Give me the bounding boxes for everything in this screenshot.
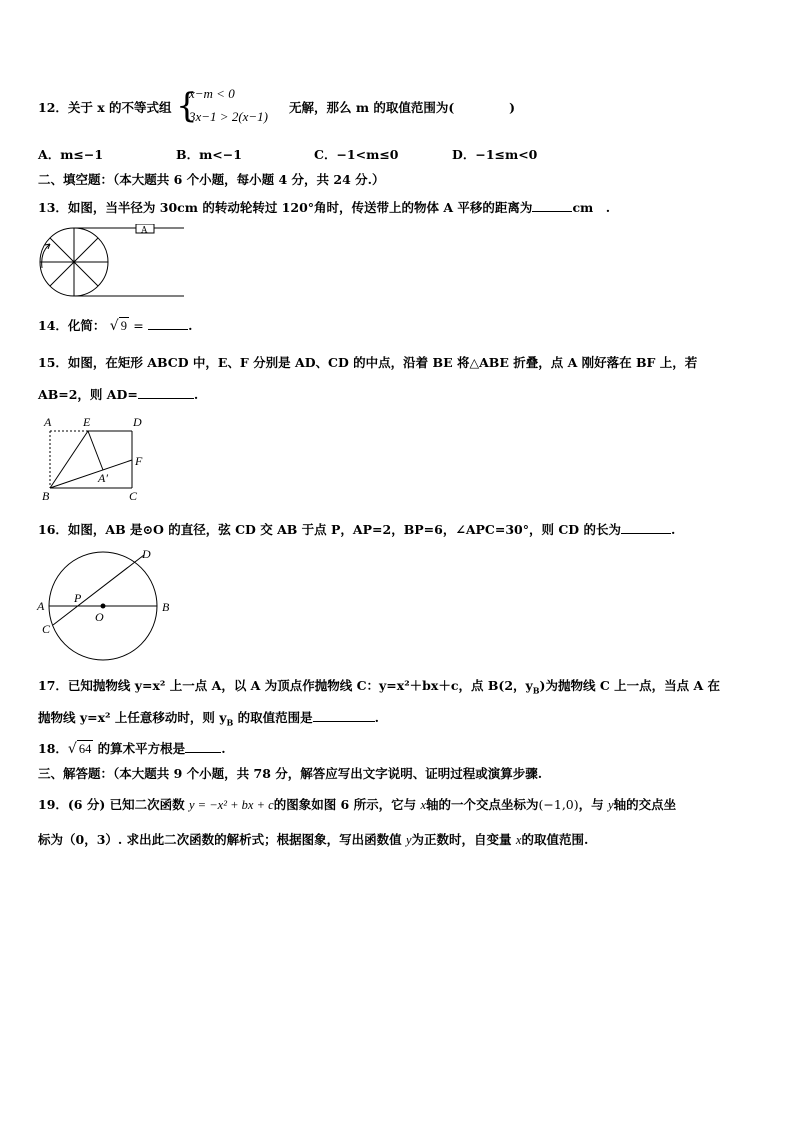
q12-stem-a: 12．关于 x 的不等式组: [38, 100, 172, 115]
q17-line-2c: .: [374, 710, 379, 725]
q14-stem: 14．化简：: [38, 318, 106, 333]
q17-line-2a: 抛物线 y=x² 上任意移动时，则 y: [38, 710, 227, 725]
q17-line-2b: 的取值范围是: [233, 710, 313, 725]
q18-stem: 的算术平方根是: [93, 741, 186, 756]
segment-ea-prime: [88, 431, 103, 470]
q17-sub-b2: B: [226, 717, 234, 728]
q17-answer-blank[interactable]: [313, 709, 375, 722]
q14-end: .: [188, 318, 193, 333]
q13-line: [38, 199, 610, 216]
label-a: A: [37, 599, 45, 613]
q13-figure: [36, 224, 186, 300]
q17-line-1: [38, 678, 720, 699]
sqrt-icon: √: [109, 318, 119, 334]
q16-stem-b: .: [670, 522, 676, 537]
q18-end: .: [221, 741, 226, 756]
q12-stem-b: 无解，那么 m 的取值范围为(: [289, 100, 455, 115]
q15-line-2a: AB=2，则 AD=: [38, 387, 138, 402]
q13-stem-a: 13．如图，当半径为 30cm 的转动轮转过 120°角时，传送带上的物体 A 平移的距离为: [38, 200, 533, 215]
q19-x2: x: [515, 833, 522, 847]
q19-function: y = −x² + bx + c: [189, 798, 274, 812]
q18-radicand: 64: [78, 742, 92, 756]
label-b: B: [162, 600, 170, 614]
q18-line: 18．√ 64 的算术平方根是 .: [38, 741, 226, 757]
label-p: P: [74, 591, 82, 605]
q14-line: [38, 317, 193, 334]
q12-option-b: B．m<−1: [176, 147, 242, 162]
q16-line: [38, 521, 675, 538]
label-o: O: [95, 610, 104, 624]
q17-line-2: [38, 709, 379, 731]
section-3-heading: 三、解答题：（本大题共 9 个小题，共 78 分，解答应写出文字说明、证明过程或演算步骤.: [38, 766, 543, 781]
q12-close-paren: ): [509, 100, 515, 115]
sqrt-icon: √: [67, 741, 77, 757]
q19-line-1e: 轴的交点坐: [613, 797, 677, 812]
q17-line-1a: 17．已知抛物线 y=x² 上一点 A，以 A 为顶点作抛物线 C：y=x²＋bx＋c，点 B(2，y: [38, 678, 533, 693]
q19-line-2b: 为正数时，自变量: [411, 832, 512, 847]
q19-point: (−1,0): [538, 797, 579, 812]
q19-line-1: [38, 797, 676, 813]
q19-line-1b: 的图象如图 6 所示，它与: [273, 797, 417, 812]
q13-stem-b: cm .: [572, 200, 611, 215]
q19-line-1a: 19．(6 分) 已知二次函数: [38, 797, 185, 812]
q17-sub-b: B: [532, 685, 540, 696]
label-a-prime: A′: [98, 471, 108, 485]
object-a-label: A: [141, 224, 148, 235]
label-c: C: [129, 489, 138, 503]
label-e: E: [83, 415, 91, 429]
label-b: B: [42, 489, 50, 503]
q19-y1: y: [608, 798, 614, 812]
q19-line-1c: 轴的一个交点坐标为: [426, 797, 539, 812]
q13-answer-blank[interactable]: [532, 199, 572, 212]
q19-x1: x: [420, 798, 427, 812]
q12-line: [38, 100, 172, 116]
q12-option-a: A．m≤−1: [38, 147, 104, 162]
q19-line-2c: 的取值范围.: [521, 832, 589, 847]
q19-line-2a: 标为（0，3）. 求出此二次函数的解析式；根据图象，写出函数值: [38, 832, 402, 847]
label-d: D: [133, 415, 142, 429]
segment-bf: [50, 460, 132, 488]
q19-line-2: [38, 832, 588, 848]
q12-inequality-1: x−m < 0: [189, 86, 235, 101]
q14-answer-blank[interactable]: [148, 317, 188, 330]
q12-line-b: [289, 100, 515, 116]
q19-y2: y: [405, 833, 412, 847]
label-d: D: [142, 547, 151, 561]
segment-be: [50, 431, 88, 488]
q14-equals: =: [133, 318, 144, 333]
section-2-heading: 二、填空题：（本大题共 6 个小题，每小题 4 分，共 24 分.）: [38, 172, 385, 187]
q19-line-1d: ，与: [578, 797, 604, 812]
label-f: F: [135, 454, 143, 468]
q12-option-c: C．−1<m≤0: [314, 147, 399, 162]
q12-inequality-2: 3x−1 > 2(x−1): [189, 109, 269, 124]
q17-line-1b: )为抛物线 C 上一点，当点 A 在: [539, 678, 721, 693]
q15-line-1: 15．如图，在矩形 ABCD 中，E、F 分别是 AD、CD 的中点，沿着 BE 将△ABE 折叠，点 A 刚好落在 BF 上，若: [38, 355, 698, 370]
q14-radicand: 9: [120, 319, 127, 333]
center-point: [101, 604, 106, 609]
q12-option-d: D．−1≤m<0: [452, 147, 538, 162]
q15-line-2b: .: [193, 387, 199, 402]
q16-stem-a: 16．如图，AB 是⊙O 的直径，弦 CD 交 AB 于点 P，AP=2，BP=6，∠APC=30°，则 CD 的长为: [38, 522, 621, 537]
label-c: C: [42, 622, 51, 636]
q16-answer-blank[interactable]: [621, 521, 671, 534]
q18-answer-blank[interactable]: [185, 740, 221, 753]
q16-figure: [34, 545, 184, 665]
q15-figure: [38, 412, 158, 504]
q15-answer-blank[interactable]: [138, 386, 194, 399]
q12-brace: {: [176, 86, 198, 126]
q15-line-2: [38, 386, 198, 403]
label-a: A: [44, 415, 52, 429]
